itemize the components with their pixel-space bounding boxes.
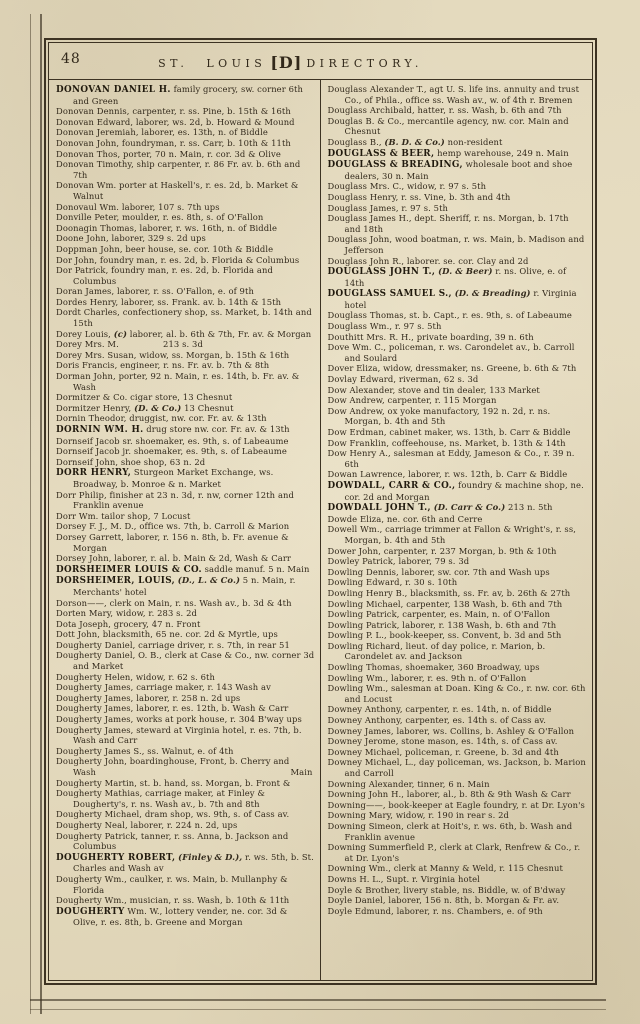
directory-entry: Dougherty Martin, st. b. hand, ss. Morgan, b. Front & (56, 777, 291, 788)
directory-entry: Downing Simeon, clerk at Hoit's, r. ws. 6th, b. Wash and Franklin avenue (327, 820, 576, 842)
directory-entry: DOWDALL JOHN T., (D. Carr & Co.) 213 n. 5th (327, 502, 553, 514)
directory-entry: Dowling Edward, r. 30 s. 10th (327, 577, 458, 588)
directory-entry: Dow Alexander, stove and tin dealer, 133 Market (327, 384, 540, 395)
directory-entry: Douglas B. & Co., mercantile agency, nw. cor. Main and Chesnut (327, 115, 572, 137)
directory-columns (49, 80, 592, 980)
directory-entry: Douglass Henry, r. ss. Vine, b. 3th and 4th (327, 191, 511, 202)
directory-entry: Donovan Edward, laborer, ws. 2d, b. Howard & Mound (56, 116, 295, 127)
directory-entry: Dowling Richard, lieut. of day police, r. Marion, b. Carondelet av. and Jackson (327, 640, 549, 662)
directory-entry: Downing Alexander, tinner, 6 n. Main (327, 778, 490, 789)
directory-entry: Dowling Wm., laborer, r. es. 9th n. of O'Fallon (327, 672, 527, 683)
directory-entry: Dougherty James, laborer, r. es. 12th, b. Wash & Carr (56, 703, 289, 714)
directory-entry: Dowling Henry B., blacksmith, ss. Fr. av, b. 26th & 27th (327, 587, 571, 598)
directory-entry: Dowling Wm., salesman at Doan. King & Co., r. nw. cor. 6th and Locust (327, 683, 589, 704)
directory-entry: Dower John, carpenter, r. 237 Morgan, b. 9th & 10th (327, 545, 557, 556)
directory-entry: Doppman John, beer house, se. cor. 10th & Biddle (56, 243, 274, 254)
directory-entry: Dordt Charles, confectionery shop, ss. Market, b. 14th and 15th (56, 307, 315, 329)
directory-entry: DORSHEIMER, LOUIS, (D., L. & Co.) 5 n. Main, r. Merchants' hotel (56, 575, 299, 597)
directory-entry: Donovan Wm. porter at Haskell's, r. es. 2d, b. Market & Walnut (56, 180, 302, 201)
directory-entry: Dougherty James, carriage maker, r. 143 Wash av (56, 682, 271, 693)
directory-entry: DORNIN WM. H. drug store nw. cor. Fr. av. & 13th (56, 424, 290, 435)
left-column-entries (56, 84, 318, 928)
directory-entry: Downey Anthony, carpenter, r. es. 14th, n. of Biddle (327, 704, 552, 715)
directory-entry: Donovan Timothy, ship carpenter, r. 86 Fr. av. b. 6th and 7th (56, 159, 304, 180)
directory-entry: Dowell Wm., carriage trimmer at Fallon & Wright's, r. ss, Morgan, b. 4th and 5th (327, 524, 579, 545)
directory-entry: Dorr Philip, finisher at 23 n. 3d, r. nw, corner 12th and Franklin avenue (56, 489, 297, 511)
directory-entry: Douglass James, r. 97 s. 5th (327, 202, 449, 213)
page-title (49, 53, 532, 72)
directory-entry: Dornin Theodor, druggist, nw. cor. Fr. av. & 13th (56, 413, 267, 424)
directory-entry: Dorsey Garrett, laborer, r. 156 n. 8th, b. Fr. avenue & Morgan (56, 531, 292, 553)
directory-entry: Dougherty Daniel, O. B., clerk at Case & Co., nw. corner 3d and Market (56, 650, 318, 672)
directory-entry: Doyle Daniel, laborer, 156 n. 8th, b. Morgan & Fr. av. (327, 895, 560, 906)
directory-entry: Doyle & Brother, livery stable, ns. Biddle, w. of B'dway (327, 884, 566, 895)
directory-entry: Dougherty Neal, laborer, r. 224 n. 2d, ups (56, 819, 238, 830)
directory-entry: DORSHEIMER LOUIS & CO. saddle manuf. 5 n. Main (56, 563, 310, 575)
directory-entry: DOUGHERTY ROBERT, (Finley & D.), r. ws. 5th, b. St. Charles and Wash av (56, 851, 317, 874)
directory-entry: Dorsey F. J., M. D., office ws. 7th, b. Carroll & Marion (56, 521, 290, 532)
page-title-left: ST. LOUIS (158, 57, 267, 70)
directory-entry: Doone John, laborer, 329 s. 2d ups (56, 233, 206, 244)
page-number: 48 (61, 51, 81, 67)
directory-entry: Downey Michael, L., day policeman, ws. Jackson, b. Marion and Carroll (327, 757, 589, 778)
directory-entry: Dota Joseph, grocery, 47 n. Front (56, 618, 201, 629)
directory-entry: Downing Summerfield P., clerk at Clark, Renfrew & Co., r. at Dr. Lyon's (327, 842, 583, 863)
directory-entry: Dorson——, clerk on Main, r. ns. Wash av., b. 3d & 4th (56, 597, 292, 608)
directory-entry: Dornseif Jacob sr. shoemaker, es. 9th, s. of Labeaume (56, 435, 289, 446)
directory-entry: Dor John, foundry man, r. es. 2d, b. Florida & Columbus (56, 254, 300, 265)
directory-entry: Douglass John R., laborer. se. cor. Clay and 2d (327, 255, 529, 266)
directory-entry: Douglass B., (B. D. & Co.) non-resident (327, 136, 503, 147)
directory-entry: Douthitt Mrs. R. H., private boarding, 39 n. 6th (327, 331, 534, 342)
directory-entry: Donovan Jeremiah, laborer, es. 13th, n. of Biddle (56, 127, 268, 138)
directory-entry: Dougherty James, works at pork house, r. 304 B'way ups (56, 714, 302, 725)
directory-entry: Donovan Dennis, carpenter, r. ss. Pine, b. 15th & 16th (56, 106, 291, 117)
directory-entry: Dott John, blacksmith, 65 ne. cor. 2d & Myrtle, ups (56, 629, 278, 640)
directory-entry: Dornseif Jacob jr. shoemaker, es. 9th, s. of Labeaume (56, 446, 287, 457)
directory-entry: Dougherty Wm., caulker, r. ws. Main, b. Mullanphy & Florida (56, 873, 291, 895)
directory-entry: Dorsey John, laborer, r. al. b. Main & 2d, Wash & Carr (56, 553, 292, 564)
right-column (321, 80, 593, 980)
directory-entry: Downs H. L., Supt. r. Virginia hotel (327, 873, 480, 884)
directory-entry: Dover Eliza, widow, dressmaker, ns. Greene, b. 6th & 7th (327, 363, 577, 374)
directory-entry: Dowan Lawrence, laborer, r. ws. 12th, b. Carr & Biddle (327, 469, 568, 480)
directory-entry: Dow Andrew, carpenter, r. 115 Morgan (327, 395, 497, 406)
directory-entry: Downey James, laborer, ws. Collins, b. Ashley & O'Fallon (327, 725, 575, 736)
directory-entry: Downing Wm., clerk at Manny & Weld, r. 115 Chesnut (327, 863, 563, 874)
directory-entry: Dowde Eliza, ne. cor. 6th and Cerre (327, 513, 483, 524)
directory-entry: Dougherty John, boardinghouse, Front, b. Cherry and Wash Main (56, 756, 313, 777)
directory-entry: DORR HENRY, Sturgeon Market Exchange, ws. Broadway, b. Monroe & n. Market (56, 467, 277, 489)
page-frame-inner (48, 42, 593, 981)
directory-entry: Dougherty James S., ss. Walnut, e. of 4th (56, 745, 234, 756)
directory-entry: Dorman John, porter, 92 n. Main, r. es. 14th, b. Fr. av. & Wash (56, 371, 303, 392)
directory-entry: Dor Patrick, foundry man, r. es. 2d, b. Florida and Columbus (56, 265, 276, 286)
directory-entry: Dow Henry A., salesman at Eddy, Jameson & Co., r. 39 n. 6th (327, 448, 578, 469)
directory-entry: DOUGLASS & BEER, hemp warehouse, 249 n. Main (327, 147, 569, 159)
directory-entry: Dormitzer & Co. cigar store, 13 Chesnut (56, 392, 233, 403)
directory-entry: Dow Franklin, coffeehouse, ns. Market, b. 13th & 14th (327, 437, 566, 448)
directory-entry: Douglass James H., dept. Sheriff, r. ns. Morgan, b. 17th and 18th (327, 213, 572, 234)
directory-entry: Dove Wm. C., policeman, r. ws. Carondelet av., b. Carroll and Soulard (327, 342, 578, 363)
directory-entry: DOUGLASS JOHN T., (D. & Beer) r. ns. Olive, e. of 14th (327, 266, 570, 288)
directory-entry: Dougherty Helen, widow, r. 62 s. 6th (56, 671, 216, 682)
directory-entry: Downey Michael, policeman, r. Greene, b. 3d and 4th (327, 746, 559, 757)
directory-entry: Doris Francis, engineer, r. ns. Fr. av. b. 7th & 8th (56, 360, 270, 371)
directory-entry: Dowling P. L., book-keeper, ss. Convent, b. 3d and 5th (327, 630, 562, 641)
directory-entry: Dougherty Patrick, tanner, r. ss. Anna, b. Jackson and Columbus (56, 830, 292, 852)
directory-entry: Downing Mary, widow, r. 190 in rear s. 2d (327, 810, 509, 821)
directory-entry: Doonagin Thomas, laborer, r. ws. 16th, n. of Biddle (56, 222, 278, 233)
directory-entry: Donville Peter, moulder, r. es. 8th, s. of O'Fallon (56, 212, 264, 223)
directory-entry: Donovan John, foundryman, r. ss. Carr, b. 10th & 11th (56, 137, 291, 148)
directory-entry: Doran James, laborer, r. ss. O'Fallon, e. of 9th (56, 286, 254, 297)
directory-entry: Dorr Wm. tailor shop, 7 Locust (56, 510, 191, 521)
directory-entry: Dorey Mrs. Susan, widow, ss. Morgan, b. 15th & 16th (56, 349, 290, 360)
directory-entry: Douglass Thomas, st. b. Capt., r. es. 9th, s. of Labeaume (327, 310, 572, 321)
directory-entry: Douglass Alexander T., agt U. S. life ins. annuity and trust Co., of Phila., office ss. Wash av., w. of 4th r. Bremen (327, 84, 582, 105)
directory-entry: Dowling Dennis, laborer, sw. cor. 7th and Wash ups (327, 566, 550, 577)
directory-entry: Dougherty Daniel, carriage driver, r. s. 7th, in rear 51 (56, 639, 290, 650)
directory-entry: DOWDALL, CARR & CO., foundry & machine shop, ne. cor. 2d and Morgan (327, 479, 587, 502)
page-title-letter: [D] (270, 53, 303, 72)
directory-entry: Dougherty Michael, dram shop, ws. 9th, s. of Cass av. (56, 809, 290, 820)
left-column (49, 80, 321, 980)
directory-entry: Dorten Mary, widow, r. 283 s. 2d (56, 608, 197, 619)
directory-entry: Dowling Patrick, laborer, r. 138 Wash, b. 6th and 7th (327, 619, 557, 630)
directory-entry: Downey Anthony, carpenter, es. 14th s. of Cass av. (327, 715, 547, 726)
directory-entry: Dorey Mrs. M. 213 s. 3d (56, 339, 203, 350)
directory-entry: Douglass Archibald, hatter, r. ss. Wash, b. 6th and 7th (327, 105, 562, 116)
directory-entry: Douglass John, wood boatman, r. ws. Main, b. Madison and Jefferson (327, 234, 588, 255)
directory-entry: Dow Erdman, cabinet maker, ws. 13th, b. Carr & Biddle (327, 427, 571, 437)
page-frame (44, 38, 597, 985)
directory-entry: Doyle Edmund, laborer, r. ns. Chambers, e. of 9th (327, 905, 543, 916)
directory-entry: DOUGLASS & BREADING, wholesale boot and shoe dealers, 30 n. Main (327, 159, 576, 181)
directory-entry: Dowley Patrick, laborer, 79 s. 3d (327, 556, 470, 567)
directory-entry: Dougherty Wm., musician, r. ss. Wash, b. 10th & 11th (56, 895, 290, 906)
directory-entry: Downey Jerome, stone mason, es. 14th, s. of Cass av. (327, 736, 558, 747)
page-bottom-edge (30, 999, 606, 1010)
right-column-entries (328, 84, 588, 916)
directory-entry: Dougherty Mathias, carriage maker, at Finley & Dougherty's, r. ns. Wash av., b. 7th and 8th (56, 788, 268, 809)
directory-entry: Dormitzer Henry, (D. & Co.) 13 Chesnut (56, 402, 234, 413)
page-binding-edge (30, 14, 42, 1014)
entry-tail: Main (290, 767, 313, 777)
directory-entry: Dowling Thomas, shoemaker, 360 Broadway, ups (327, 662, 540, 673)
directory-entry: Downing John H., laborer, al., b. 8th & 9th Wash & Carr (327, 789, 571, 800)
directory-entry: Dougherty James, laborer, r. 258 n. 2d ups (56, 692, 241, 703)
directory-entry: Douglass Mrs. C., widow, r. 97 s. 5th (327, 181, 487, 192)
directory-entry: Donovaul Wm. laborer, 107 s. 7th ups (56, 201, 220, 212)
directory-entry: Dorey Louis, (c) laborer, al. b. 6th & 7th, Fr. av. & Morgan (56, 328, 312, 339)
directory-entry: DOUGLASS SAMUEL S., (D. & Breading) r. Virginia hotel (327, 288, 580, 310)
directory-entry: Dow Andrew, ox yoke manufactory, 192 n. 2d, r. ns. Morgan, b. 4th and 5th (327, 405, 554, 427)
directory-entry: Dougherty James, steward at Virginia hotel, r. es. 7th, b. Wash and Carr (56, 724, 305, 746)
directory-entry: Dowling Patrick, carpenter, es. Main, n. of O'Fallon (327, 609, 551, 620)
directory-entry: Downing——, book-keeper at Eagle foundry, r. at Dr. Lyon's (327, 799, 585, 810)
page-header (49, 43, 592, 80)
directory-entry: Dovlay Edward, riverman, 62 s. 3d (327, 374, 479, 385)
directory-entry: Dordes Henry, laborer, ss. Frank. av. b. 14th & 15th (56, 296, 282, 307)
page-title-right: DIRECTORY. (306, 57, 423, 70)
directory-entry: DOUGHERTY Wm. W., lottery vender, ne. cor. 3d & Olive, r. es. 8th, b. Greene and Morgan (56, 905, 291, 928)
directory-entry: Dowling Michael, carpenter, 138 Wash, b. 6th and 7th (327, 598, 563, 609)
directory-entry: Donovan Thos, porter, 70 n. Main, r. cor. 3d & Olive (56, 148, 281, 159)
directory-entry: Douglass Wm., r. 97 s. 5th (327, 321, 442, 332)
directory-entry: DONOVAN DANIEL H. family grocery, sw. corner 6th and Green (56, 84, 306, 106)
directory-entry: Dornseif John, shoe shop, 63 n. 2d (56, 456, 206, 467)
